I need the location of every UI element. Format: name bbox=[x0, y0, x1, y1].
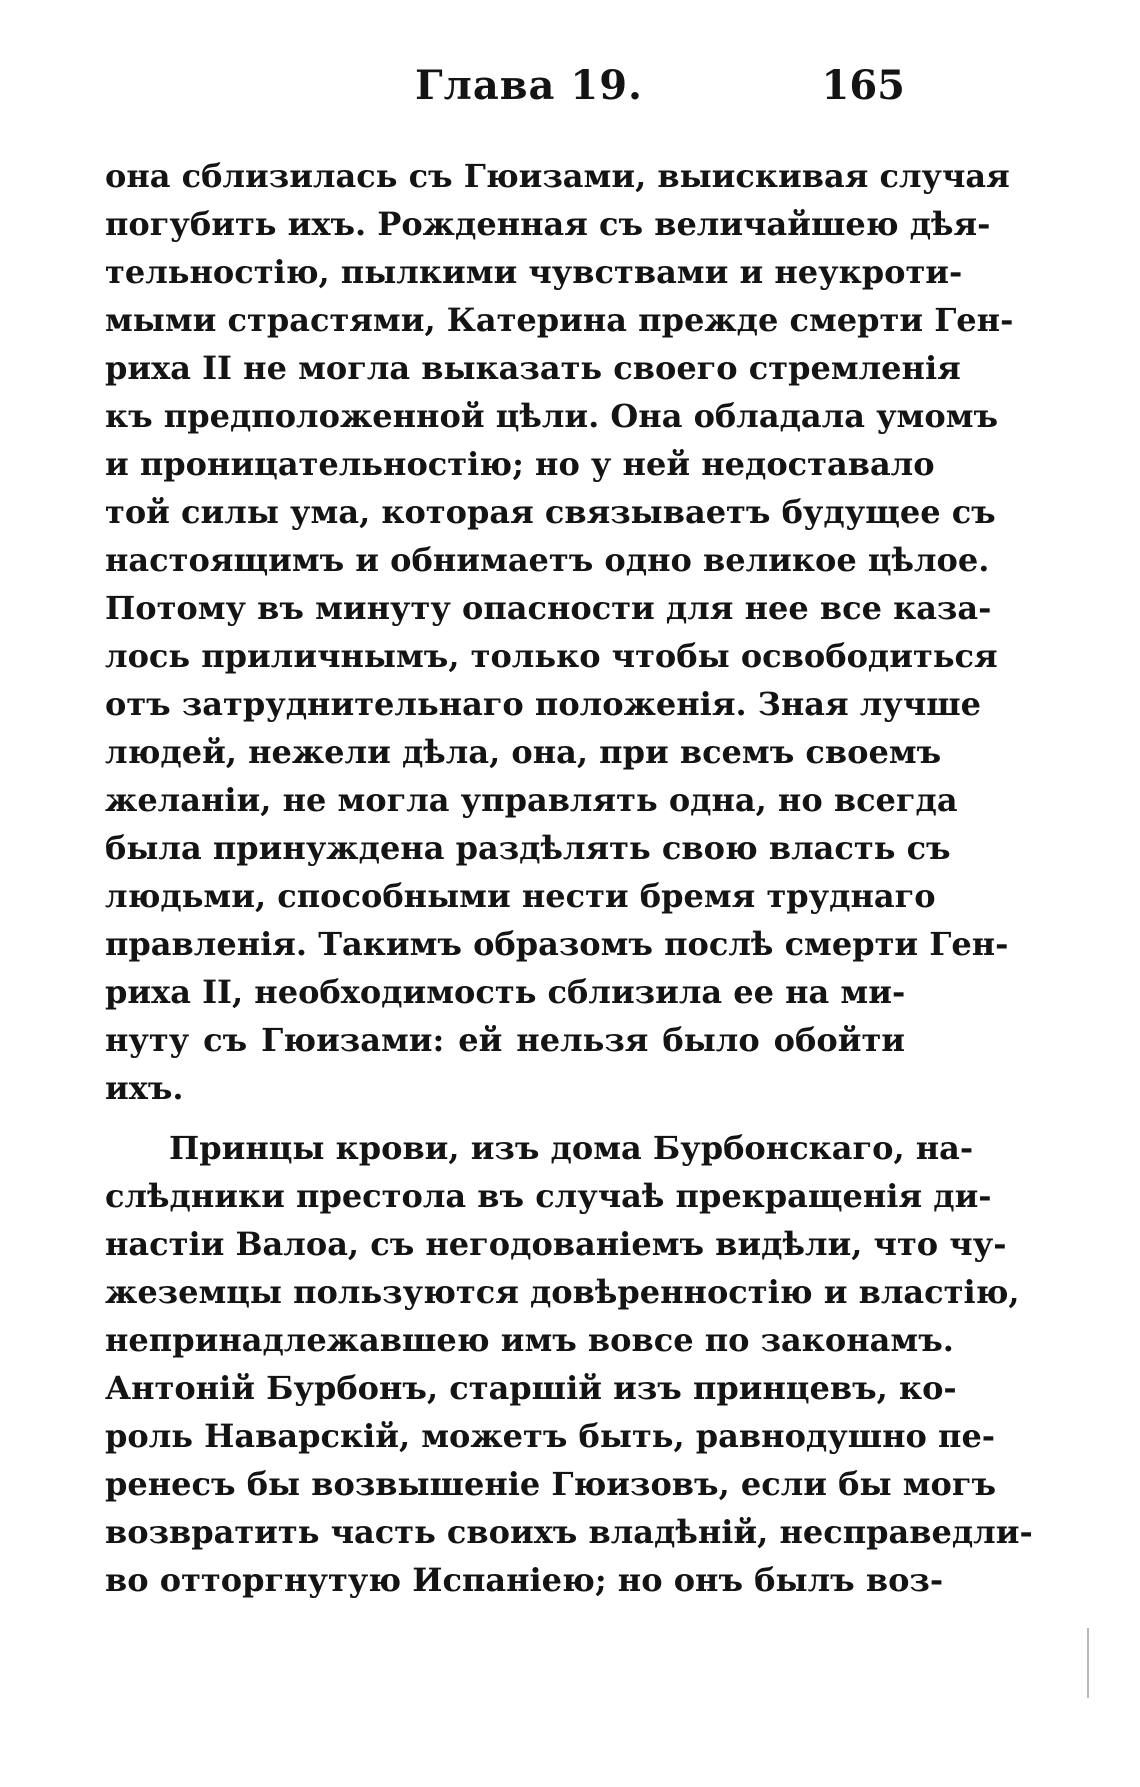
text-line: лось приличнымъ, только чтобы освободиться bbox=[105, 637, 998, 675]
text-line: къ предположенной цѣли. Она обладала умомъ bbox=[105, 397, 999, 435]
page-number: 165 bbox=[821, 62, 905, 109]
text-line: риха II не могла выказать своего стремленія bbox=[105, 349, 961, 387]
text-line: она сблизилась съ Гюизами, выискивая случая bbox=[105, 157, 1010, 195]
paragraph-1 bbox=[105, 152, 1014, 1112]
text-line: Антоній Бурбонъ, старшій изъ принцевъ, ко- bbox=[105, 1369, 957, 1407]
chapter-title: Глава 19. bbox=[415, 62, 643, 109]
text-line: ихъ. bbox=[105, 1069, 184, 1107]
text-line: тельностію, пылкими чувствами и неукроти- bbox=[105, 253, 963, 291]
text-line: непринадлежавшею имъ вовсе по законамъ. bbox=[105, 1321, 954, 1359]
text-line: людьми, способными нести бремя труднаго bbox=[105, 877, 936, 915]
text-line: Принцы крови, изъ дома Бурбонскаго, на- bbox=[169, 1129, 974, 1167]
text-line: и проницательностію; но у ней недоставало bbox=[105, 445, 935, 483]
paragraph-gap bbox=[105, 1112, 905, 1124]
text-line: отъ затруднительнаго положенія. Зная лучше bbox=[105, 685, 981, 723]
text-line: нуту съ Гюизами: ей нельзя было обойти bbox=[105, 1021, 905, 1059]
text-line: Потому въ минуту опасности для нее все каза- bbox=[105, 589, 992, 627]
text-line: мыми страстями, Катерина прежде смерти Ген- bbox=[105, 301, 1014, 339]
text-line: жеземцы пользуются довѣренностію и властію, bbox=[105, 1273, 1020, 1311]
running-head bbox=[105, 62, 905, 122]
paragraph-2 bbox=[105, 1124, 1033, 1604]
text-line: роль Наварскій, можетъ быть, равнодушно пе- bbox=[105, 1417, 996, 1455]
text-line: той силы ума, которая связываетъ будущее съ bbox=[105, 493, 996, 531]
body-text bbox=[105, 152, 1033, 1604]
text-line: правленія. Такимъ образомъ послѣ смерти Ген- bbox=[105, 925, 1009, 963]
text-line: ренесъ бы возвышеніе Гюизовъ, если бы могъ bbox=[105, 1465, 996, 1503]
text-line: возвратить часть своихъ владѣній, несправедли- bbox=[105, 1513, 1033, 1551]
text-line: желаніи, не могла управлять одна, но всегда bbox=[105, 781, 958, 819]
text-line: настіи Валоа, съ негодованіемъ видѣли, что чу- bbox=[105, 1225, 1007, 1263]
text-line: людей, нежели дѣла, она, при всемъ своемъ bbox=[105, 733, 942, 771]
scan-margin-mark bbox=[1087, 1628, 1089, 1698]
text-line: риха II, необходимость сблизила ее на ми- bbox=[105, 973, 906, 1011]
text-line: была принуждена раздѣлять свою власть съ bbox=[105, 829, 951, 867]
text-line: слѣдники престола въ случаѣ прекращенія ди- bbox=[105, 1177, 992, 1215]
text-line: во отторгнутую Испаніею; но онъ былъ воз- bbox=[105, 1561, 944, 1599]
text-line: настоящимъ и обнимаетъ одно великое цѣлое. bbox=[105, 541, 990, 579]
text-line: погубить ихъ. Рожденная съ величайшею дѣя- bbox=[105, 205, 991, 243]
